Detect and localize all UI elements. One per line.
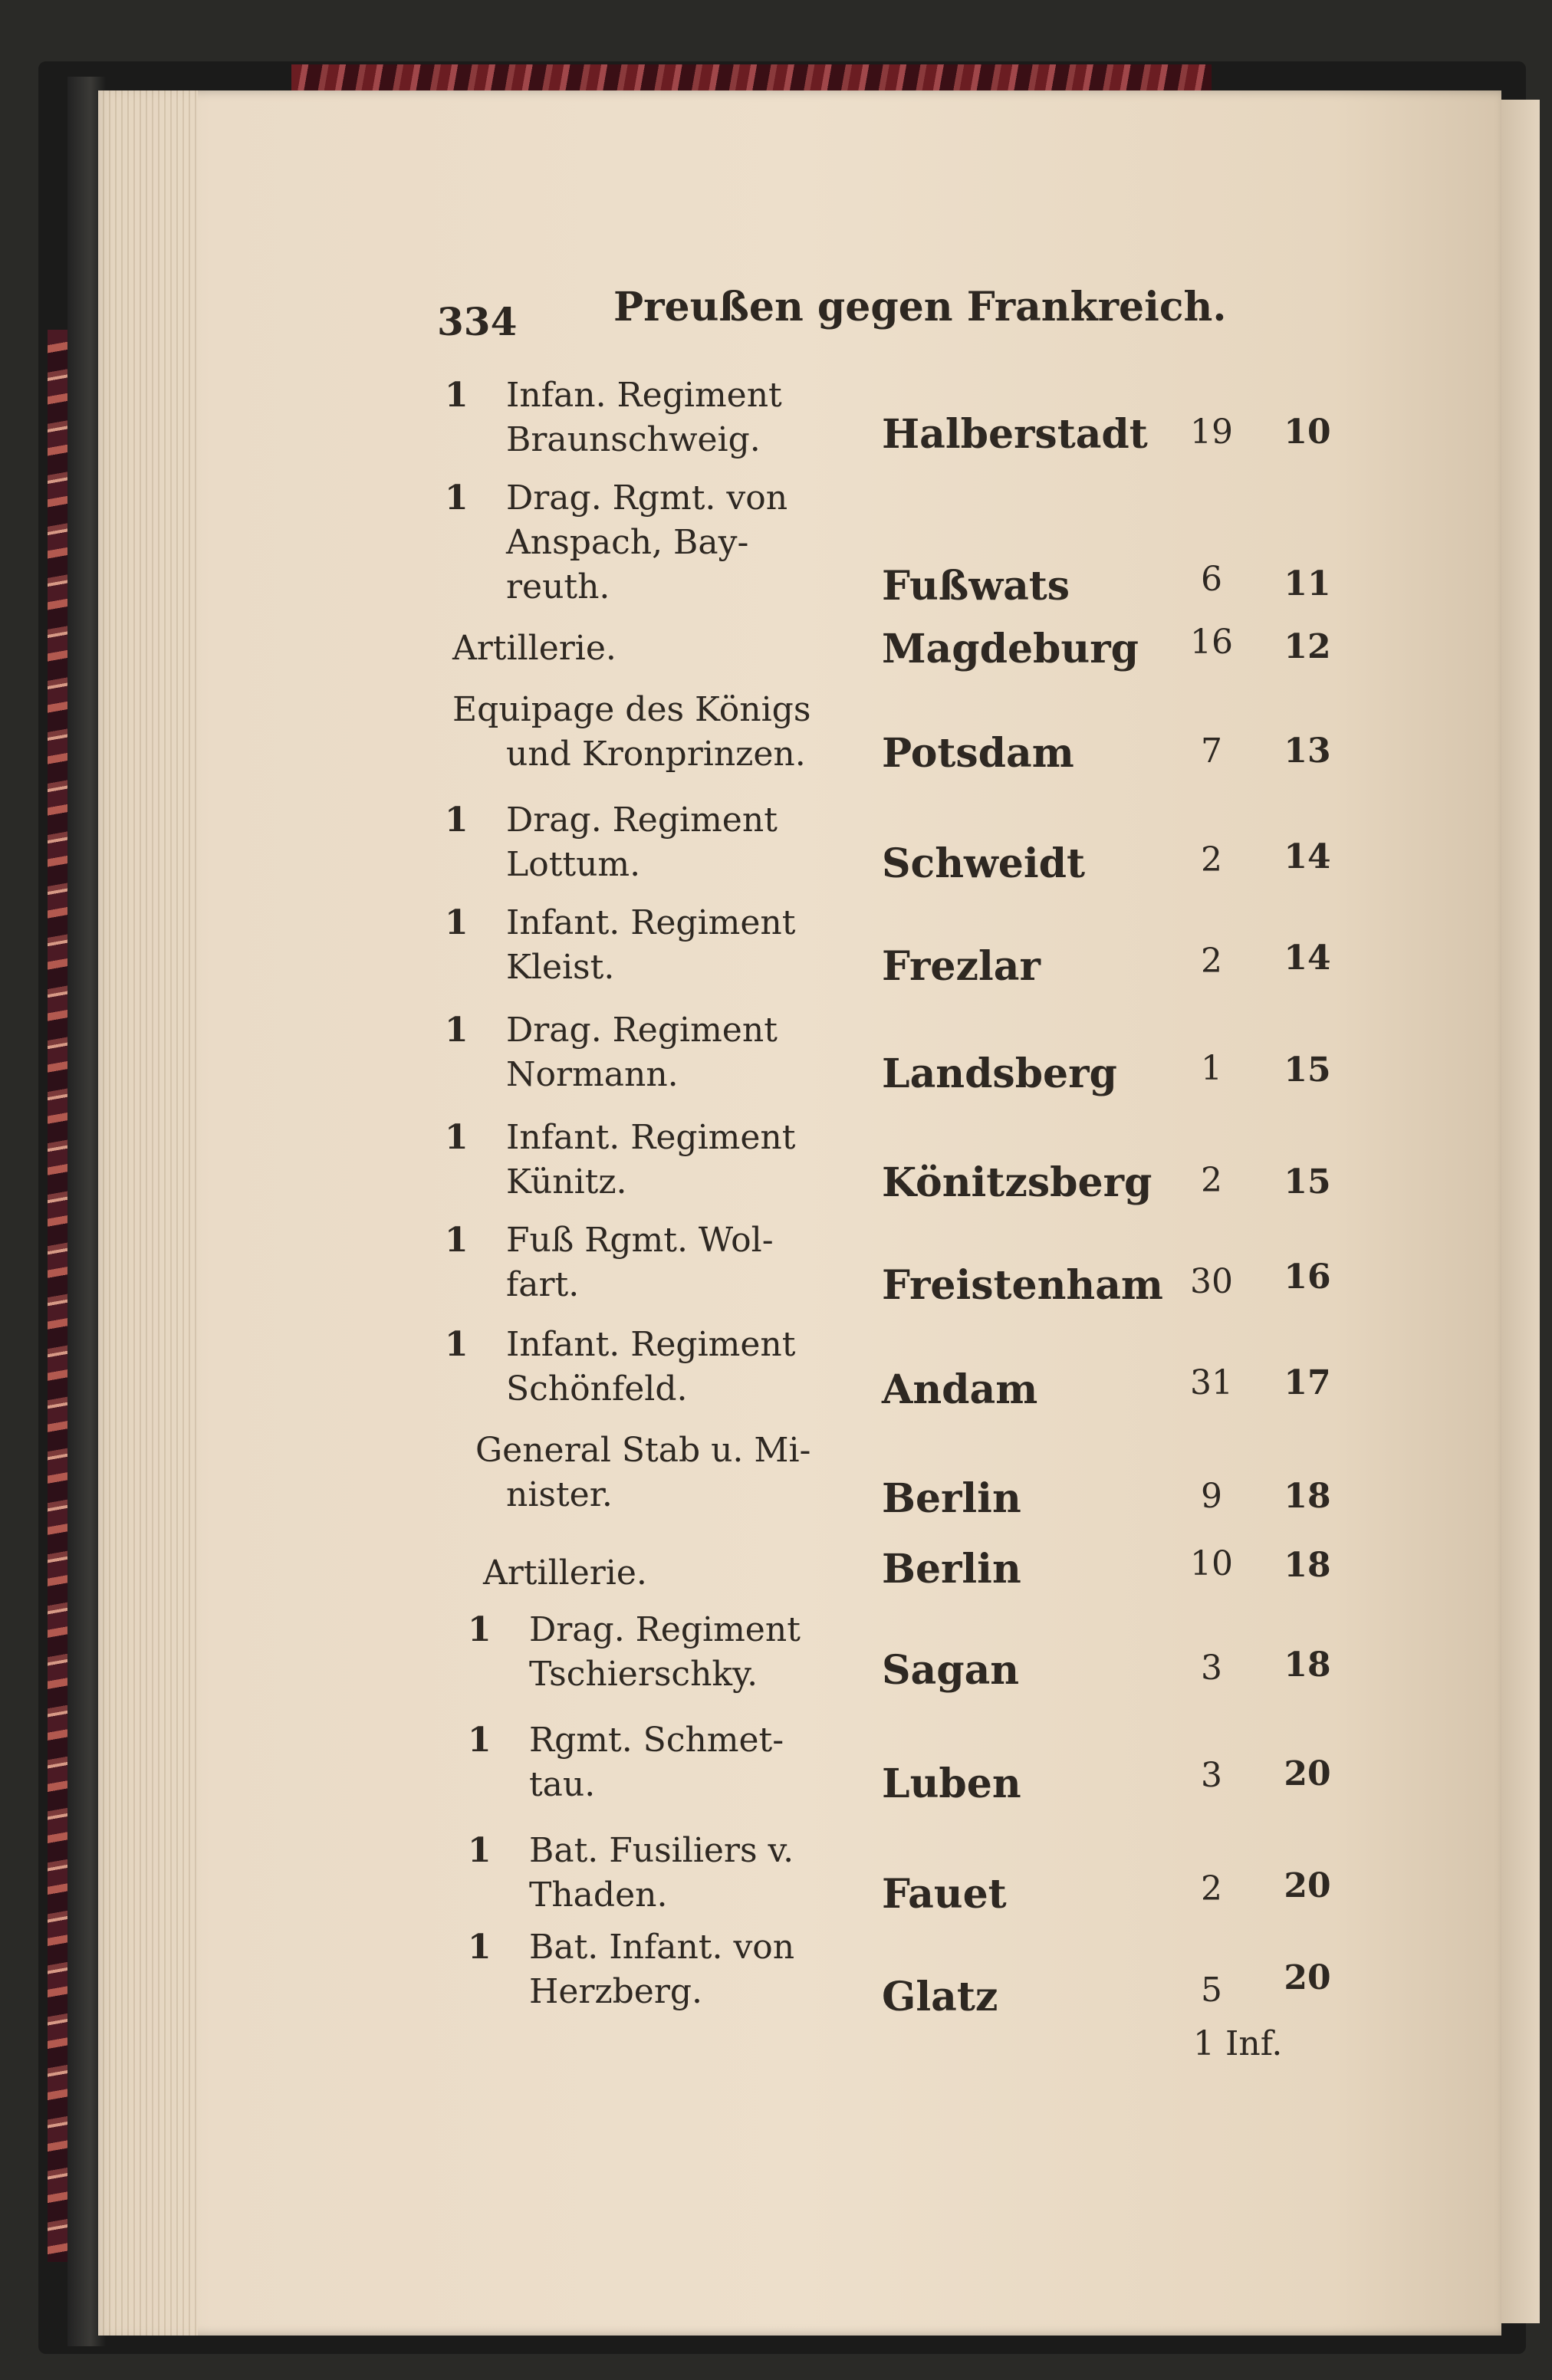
- entry-unit-line: nister.: [506, 1475, 613, 1514]
- entry-unit-line: Künitz.: [506, 1162, 627, 1202]
- entry-number-1: 2: [1201, 1869, 1222, 1908]
- entry-place: Freistenham: [882, 1262, 1163, 1309]
- entry-unit-line: Drag. Regiment: [506, 1011, 778, 1050]
- entry-place: Luben: [882, 1760, 1021, 1807]
- entry-unit-line: tau.: [529, 1765, 596, 1804]
- entry-unit-line: Artillerie.: [452, 629, 617, 668]
- entry-unit-line: Fuß Rgmt. Wol-: [506, 1221, 774, 1260]
- entry-unit-line: Lottum.: [506, 845, 641, 884]
- entry-number-1: 9: [1201, 1477, 1222, 1516]
- list-item: [429, 1928, 1380, 2027]
- entry-number-1: 2: [1201, 942, 1222, 981]
- entry-count: 1: [468, 1831, 492, 1870]
- entry-number-1: 10: [1190, 1544, 1233, 1583]
- entry-unit-line: Schönfeld.: [506, 1369, 688, 1409]
- entry-unit-line: Tschierschky.: [529, 1655, 758, 1694]
- list-item: [429, 478, 1380, 610]
- entry-number-2: 18: [1284, 1645, 1331, 1685]
- entry-place: Halberstadt: [882, 411, 1148, 458]
- entry-count: 1: [445, 1325, 469, 1364]
- entry-unit-line: Infant. Regiment: [506, 1118, 796, 1157]
- entry-count: 1: [445, 1118, 469, 1157]
- list-item: [429, 376, 1380, 475]
- entry-count: 1: [445, 800, 469, 840]
- entry-number-1: 5: [1201, 1971, 1222, 2010]
- entry-number-2: 18: [1284, 1546, 1331, 1585]
- entry-number-2: 15: [1284, 1162, 1331, 1202]
- entry-number-1: 7: [1201, 731, 1222, 771]
- entry-unit-line: Rgmt. Schmet-: [529, 1721, 784, 1760]
- entry-number-2: 10: [1284, 413, 1331, 452]
- entry-number-1: 3: [1201, 1756, 1222, 1795]
- entry-count: 1: [445, 376, 469, 415]
- list-item: [429, 690, 1380, 790]
- entry-unit-line: Infant. Regiment: [506, 903, 796, 942]
- entry-number-2: 12: [1284, 627, 1331, 666]
- entry-place: Berlin: [882, 1475, 1021, 1522]
- entry-place: Frezlar: [882, 943, 1041, 990]
- entry-unit-line: Normann.: [506, 1055, 679, 1094]
- entry-place: Schweidt: [882, 840, 1086, 887]
- entry-unit-line: Thaden.: [529, 1875, 668, 1915]
- entry-place: Könitzsberg: [882, 1159, 1152, 1206]
- entry-unit-line: Infant. Regiment: [506, 1325, 796, 1364]
- continuation-note: 1 Inf.: [1193, 2024, 1283, 2063]
- entry-place: Berlin: [882, 1546, 1021, 1593]
- list-item: [429, 903, 1380, 1003]
- entry-count: 1: [468, 1721, 492, 1760]
- list-item: [429, 1325, 1380, 1425]
- entry-unit-line: Artillerie.: [483, 1553, 647, 1593]
- list-item: [429, 800, 1380, 900]
- entry-number-2: 20: [1284, 1958, 1331, 1997]
- entry-unit-line: Equipage des Königs: [452, 690, 811, 729]
- entry-number-1: 1: [1201, 1049, 1222, 1088]
- entry-place: Sagan: [882, 1647, 1020, 1694]
- page-stack-edges: [98, 90, 198, 2336]
- entry-unit-line: Infan. Regiment: [506, 376, 782, 415]
- list-item: [429, 1831, 1380, 1931]
- entry-number-1: 2: [1201, 840, 1222, 879]
- entry-number-2: 16: [1284, 1257, 1331, 1297]
- entry-count: 1: [445, 903, 469, 942]
- entry-number-2: 13: [1284, 731, 1331, 771]
- entry-count: 1: [468, 1610, 492, 1649]
- entry-number-2: 20: [1284, 1754, 1331, 1793]
- entry-number-1: 30: [1190, 1262, 1233, 1301]
- entry-unit-line: Bat. Infant. von: [529, 1928, 795, 1967]
- list-item: [429, 1610, 1380, 1710]
- entry-unit-line: Bat. Fusiliers v.: [529, 1831, 794, 1870]
- entry-unit-line: reuth.: [506, 567, 610, 607]
- entry-number-2: 18: [1284, 1477, 1331, 1516]
- running-title: Preußen gegen Frankreich.: [613, 284, 1227, 330]
- entry-unit-line: Anspach, Bay-: [506, 523, 749, 562]
- entry-unit-line: und Kronprinzen.: [506, 735, 806, 774]
- entry-number-2: 17: [1284, 1363, 1331, 1402]
- entry-unit-line: fart.: [506, 1265, 580, 1304]
- entry-unit-line: Braunschweig.: [506, 420, 761, 459]
- entry-count: 1: [445, 478, 469, 518]
- entry-number-1: 3: [1201, 1649, 1222, 1688]
- entry-unit-line: General Stab u. Mi-: [475, 1431, 811, 1470]
- entry-unit-line: Kleist.: [506, 948, 615, 987]
- entry-number-1: 16: [1190, 623, 1233, 662]
- list-item: [429, 1011, 1380, 1110]
- entry-place: Andam: [882, 1366, 1038, 1413]
- entry-unit-line: Drag. Regiment: [506, 800, 778, 840]
- entry-number-1: 6: [1201, 560, 1222, 599]
- entry-count: 1: [468, 1928, 492, 1967]
- entry-place: Landsberg: [882, 1050, 1117, 1097]
- list-item: [429, 1118, 1380, 1218]
- entry-place: Glatz: [882, 1974, 998, 2020]
- entry-number-2: 14: [1284, 837, 1331, 876]
- entry-number-2: 20: [1284, 1866, 1331, 1905]
- entry-number-2: 14: [1284, 939, 1331, 978]
- entry-unit-line: Drag. Rgmt. von: [506, 478, 788, 518]
- entry-unit-line: Herzberg.: [529, 1972, 703, 2011]
- list-item: [429, 1431, 1380, 1530]
- entry-place: Magdeburg: [882, 626, 1139, 672]
- entry-number-1: 2: [1201, 1161, 1222, 1200]
- entry-number-2: 11: [1284, 564, 1331, 603]
- entry-unit-line: Drag. Regiment: [529, 1610, 801, 1649]
- entry-place: Fauet: [882, 1871, 1007, 1918]
- entry-count: 1: [445, 1221, 469, 1260]
- list-item: [429, 1721, 1380, 1820]
- entry-place: Potsdam: [882, 730, 1074, 777]
- entry-number-1: 19: [1190, 413, 1233, 452]
- entry-number-1: 31: [1190, 1363, 1233, 1402]
- list-item: [429, 1221, 1380, 1320]
- entry-place: Fußwats: [882, 563, 1070, 610]
- page-number: 334: [437, 299, 518, 344]
- entry-number-2: 15: [1284, 1050, 1331, 1090]
- entry-count: 1: [445, 1011, 469, 1050]
